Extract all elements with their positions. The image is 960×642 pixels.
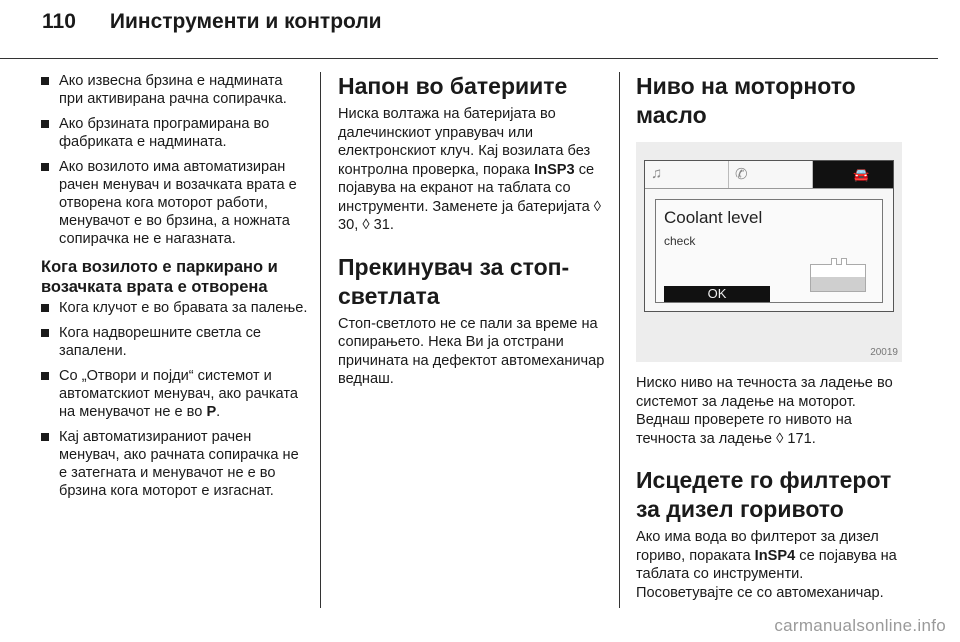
- engine-oil-level-title: Ниво на моторното масло: [636, 73, 856, 128]
- bullet-icon: [41, 163, 49, 171]
- parked-door-open-heading: Кога возилото е паркирано и возачката врата е отворена: [41, 258, 278, 296]
- list-item: Со „Отвори и појди“ системот и автоматскиот менувач, ако рачката на менувачот не е во P.: [41, 367, 309, 421]
- header-rule: [0, 58, 938, 59]
- phone-icon: ✆: [735, 166, 748, 183]
- gear-position-p: P: [206, 404, 217, 420]
- tab-phone: [729, 161, 813, 188]
- coolant-level-label: Coolant level: [664, 208, 763, 227]
- info-display: [644, 160, 894, 312]
- check-label: check: [664, 234, 696, 248]
- watermark: carmanualsonline.info: [774, 616, 946, 635]
- car-icon: 🚘: [853, 167, 870, 182]
- battery-voltage-text: Ниска волтажа на батеријата во далечинскиот управувач или електронскиот клуч. Кај возилата без контролна проверка, порака InSP3 се појавува на екранот на таблата со инструменти. Заменете ја батеријата ◊ 30, ◊ 31.: [338, 106, 601, 233]
- message-code: InSP3: [534, 161, 575, 178]
- tab-vehicle: [813, 161, 893, 188]
- column-divider: [320, 72, 321, 608]
- list-item: Кај автоматизираниот рачен менувач, ако рачната сопирачка не е затегната и менувачот не е во брзина кога моторот е изгаснат.: [41, 428, 309, 500]
- bullet-icon: [41, 304, 49, 312]
- column-3: [636, 72, 904, 602]
- bullet-icon: [41, 372, 49, 380]
- bullet-icon: [41, 433, 49, 441]
- bullet-list-a: [41, 72, 309, 248]
- coolant-message-panel: [655, 199, 883, 303]
- tab-audio: [645, 161, 729, 188]
- battery-voltage-title: Напон во батериите: [338, 73, 568, 99]
- reference-icon: ◊: [776, 430, 784, 447]
- bullet-icon: [41, 329, 49, 337]
- brake-light-text: Стоп-светлото не се пали за време на сопирањето. Нека Ви ја отстрани причината на дефектот автомеханичар веднаш.: [338, 315, 605, 387]
- brake-light-switch-title: Прекинувач за стоп-светлата: [338, 253, 570, 309]
- list-item: Ако извесна брзина е надмината при активирана рачна сопирачка.: [41, 72, 309, 108]
- display-tab-row: [645, 161, 893, 189]
- list-item: Ако брзината програмирана во фабриката е надмината.: [41, 115, 309, 151]
- ok-button: OK: [664, 286, 770, 302]
- reference-icon: ◊: [362, 217, 370, 233]
- list-item: Кога надворешните светла се запалени.: [41, 324, 309, 360]
- list-item: Ако возилото има автоматизиран рачен менувач и возачката врата е отворена кога моторот работи, менувачот е во брзина, а ножната сопирачка не е нагазната.: [41, 158, 309, 248]
- list-item: Кога клучот е во бравата за палење.: [41, 299, 309, 317]
- column-2: [338, 72, 608, 389]
- message-code: InSP4: [754, 547, 796, 564]
- diesel-filter-title: Исцедете го филтерот за дизел горивото: [636, 467, 892, 522]
- chapter-title: Иинструменти и контроли: [109, 10, 382, 33]
- page-reference-link[interactable]: 30,: [338, 217, 359, 233]
- bullet-icon: [41, 120, 49, 128]
- bullet-list-b: [41, 299, 309, 500]
- page-number: 110: [42, 10, 76, 33]
- diesel-filter-text: Ако има вода во филтерот за дизел гориво, пораката InSP4 се појавува на таблата со инструменти. Посоветувајте се со автомеханичар.: [636, 529, 897, 601]
- page-header: [42, 10, 382, 50]
- coolant-display-figure: [636, 142, 902, 362]
- page-reference-link[interactable]: 171.: [787, 430, 816, 447]
- reference-icon: ◊: [593, 198, 601, 215]
- coolant-tank-icon: [810, 264, 866, 292]
- figure-number: 20019: [870, 347, 898, 358]
- column-1: [41, 72, 309, 507]
- column-divider: [619, 72, 620, 608]
- coolant-level-text: Ниско ниво на течноста за ладење во системот за ладење на моторот. Веднаш проверете го нивото на течноста за ладење ◊ 171.: [636, 375, 893, 447]
- bullet-icon: [41, 77, 49, 85]
- page-reference-link[interactable]: 31.: [373, 217, 394, 233]
- music-note-icon: ♫: [651, 165, 663, 182]
